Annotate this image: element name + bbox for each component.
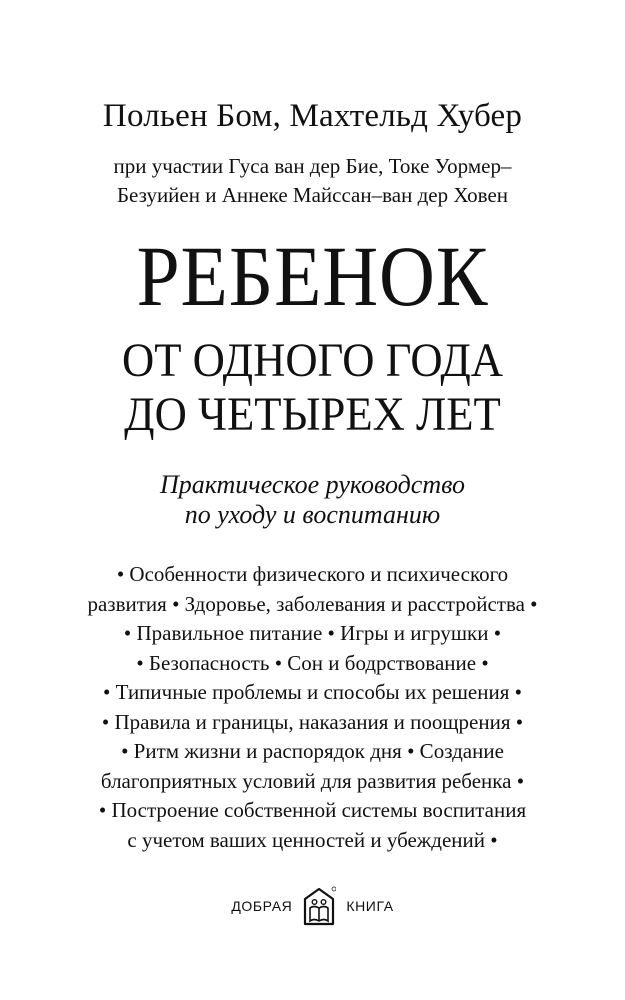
topics-line: • Правильное питание • Игры и игрушки • (123, 621, 502, 645)
contributors-line: при участии Гуса ван дер Бие, Токе Уормер– (113, 154, 512, 178)
subtitle-line: ОТ ОДНОГО ГОДА (121, 334, 504, 387)
publisher-name-left: ДОБРАЯ (231, 898, 293, 914)
topics-line: • Ритм жизни и распорядок дня • Создание (121, 739, 504, 763)
authors: Польен Бом, Махтельд Хубер (102, 98, 523, 134)
book-house-logo-icon (302, 886, 336, 926)
topics-line: • Построение собственной системы воспитания (98, 798, 527, 822)
topics-list (0, 560, 625, 855)
topics-line: • Типичные проблемы и способы их решения • (103, 680, 522, 704)
book-subtitle (22, 334, 603, 442)
tagline-line: по уходу и воспитанию (184, 500, 441, 529)
tagline (0, 470, 625, 530)
topics-line: • Безопасность • Сон и бодрствование • (136, 650, 489, 675)
publisher-imprint (0, 886, 625, 926)
topics-line: благоприятных условий для развития ребенка • (100, 768, 525, 793)
subtitle-line: ДО ЧЕТЫРЕХ ЛЕТ (124, 388, 501, 441)
book-title: РЕБЕНОК (136, 228, 489, 324)
contributors (0, 152, 625, 210)
topics-line: • Особенности физического и психического (116, 562, 509, 586)
topics-line: с учетом ваших ценностей и убеждений • (127, 827, 498, 852)
publisher-name-right: КНИГА (346, 898, 394, 914)
contributors-line: Безуийен и Аннеке Майссан–ван дер Ховен (116, 183, 509, 207)
topics-line: развития • Здоровье, заболевания и расстройства • (87, 591, 538, 616)
topics-line: • Правила и границы, наказания и поощрения • (101, 709, 524, 734)
tagline-line: Практическое руководство (159, 470, 466, 499)
